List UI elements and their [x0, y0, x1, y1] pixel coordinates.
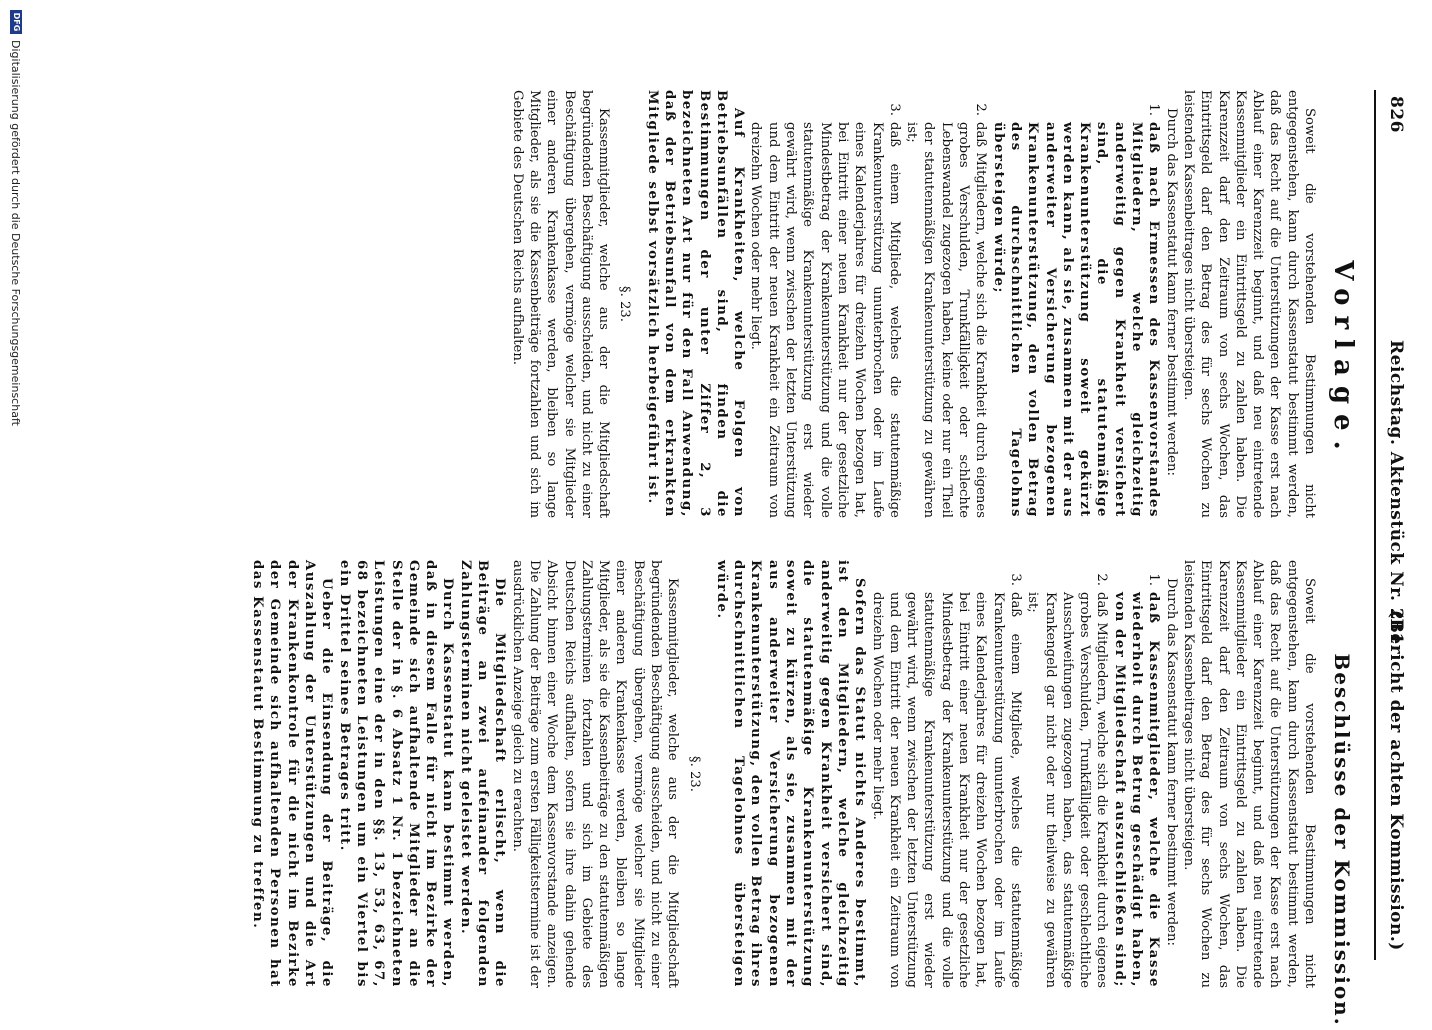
right-list-text: daß Mitgliedern, welche sich die Krankheit durch eigenes grobes Verschulden, Trunkfälligkeit oder geschlechtliche Ausschweifungen zugezogen haben, das statutenmäßige Krankengeld gar nicht oder nur theilweise zu gewähren ist; [1025, 592, 1110, 988]
left-list-text: daß Mitgliedern, welche sich die Krankheit durch eigenes grobes Verschulden, Trunkfälligkeit oder schlechte Lebenswandel zugezogen haben, keine oder nur ein Theil der statutenmäßigen Krankenunterstützung zu gewähren ist; [904, 122, 989, 518]
left-list-text: daß einem Mitgliede, welches die statutenmäßige Krankenunterstützung ununterbrochen oder im Laufe eines Kalenderjahres für dreizehn Wochen bezogen hat, bei Eintritt einer neuen Krankheit nur der gesetzliche Mindestbetrag der Krankenunterstützung und die volle statutenmäßige Krankenunterstützung erst wieder gewährt wird, wenn zwischen der letzten Unterstützung und dem Eintritt der neuen Krankheit ein Zeitraum von dreizehn Wochen oder mehr liegt. [748, 122, 902, 518]
right-paragraph: Die Mitgliedschaft erlischt, wenn die Beiträge an zwei aufeinander folgenden Zahlungsterminen nicht geleistet werden. [457, 560, 508, 988]
right-column-title: Beschlüsse der Kommission. [1330, 653, 1354, 1027]
page-header [1374, 90, 1410, 960]
right-paragraph: Ueber die Einsendung der Beiträge, die Auszahlung der Unterstützungen und die Art der Krankenkontrole für die nicht im Bezirke der Gemeinde sich aufhaltenden Personen hat das Kassenstatut Bestimmung zu treffen. [250, 560, 335, 988]
left-list-item-3: 3. daß einem Mitgliede, welches die statutenmäßige Krankenunterstützung ununterbrochen oder im Laufe eines Kalenderjahres für dreizehn Wochen bezogen hat, bei Eintritt einer neuen Krankheit nur der gesetzliche Mindestbetrag der Krankenunterstützung und die volle statutenmäßige Krankenunterstützung erst wieder gewährt wird, wenn zwischen der letzten Unterstützung und dem Eintritt der neuen Krankheit ein Zeitraum von dreizehn Wochen oder mehr liegt. [748, 103, 902, 518]
left-paragraph: Kassenmitglieder, welche aus der die Mitgliedschaft begründenden Beschäftigung ausscheiden, und nicht zu einer Beschäftigung übergehen, vermöge welcher sie Mitglieder einer anderen Krankenkasse werden, bleiben so lange Mitglieder, als sie die Kassenbeiträge fortzahlen und sich im Gebiete des Deutschen Reichs aufhalten. [509, 90, 612, 518]
left-column [508, 90, 1318, 518]
footer-credit: Digitalisierung gefördert durch die Deutsche Forschungsgemeinschaft [9, 40, 22, 426]
left-section-heading: §. 23. [617, 286, 633, 322]
right-paragraph: Durch Kassenstatut kann bestimmt werden, daß in diesem Falle für nicht im Bezirke der Gemeinde sich aufhaltende Mitglieder an die Stelle der in §. 6 Absatz 1 Nr. 1 bezeichneten Leistungen eine der in den §§. 13, 53, 63, 67, 68 bezeichneten Leistungen um ein Viertel bis ein Drittel seines Betrages tritt. [336, 560, 456, 988]
page-footer [4, 0, 24, 1000]
right-section-heading: §. 23. [686, 756, 702, 792]
left-column-title: Vorlage. [1328, 260, 1358, 460]
right-column [249, 560, 1318, 988]
right-paragraph: Soweit die vorstehenden Bestimmungen nicht entgegenstehen, kann durch Kassenstatut bestimmt werden, daß das Recht auf die Unterstützungen der Kasse erst nach Ablauf einer Karenzzeit beginnt, und daß neu eintretende Kassenmitglieder ein Eintrittsgeld zu zahlen haben. Die Karenzzeit darf den Zeitraum von sechs Wochen, das Eintrittsgeld darf den Betrag des für sechs Wochen zu leistenden Kassenbeitrages nicht übersteigen. [1180, 560, 1317, 988]
left-list-item-2: 2. daß Mitgliedern, welche sich die Krankheit durch eigenes grobes Verschulden, Trunkfälligkeit oder schlechte Lebenswandel zugezogen haben, keine oder nur ein Theil der statutenmäßigen Krankenunterstützung zu gewähren ist; [904, 103, 989, 518]
left-list-text: daß nach Ermessen des Kassenvorstandes Mitgliedern, welche gleichzeitig anderweitig gegen Krankheit versichert sind, die statutenmäßige Krankenunterstützung soweit gekürzt werden kann, als sie, zusammen mit der aus anderweiter Versicherung bezogenen Krankenunterstützung, den vollen Betrag des durchschnittlichen Tagelohns übersteigen würde; [990, 122, 1162, 518]
page-number: 826 [1386, 96, 1406, 133]
right-paragraph: Sofern das Statut nichts Anderes bestimmt, ist den Mitgliedern, welche gleichzeitig anderweitig gegen Krankheit versichert sind, die statutenmäßige Krankenunterstützung soweit zu kürzen, als sie, zusammen mit der aus anderweiter Versicherung bezogenen Krankenunterstützung, den vollen Betrag ihres durchschnittlichen Tagelohnes übersteigen würde. [713, 560, 868, 988]
left-paragraph: Auf Krankheiten, welche Folgen von Betriebsunfällen sind, finden die Bestimmungen der unter Ziffer 2, 3 bezeichneten Art nur für den Fall Anwendung, daß der Betriebsunfall von dem erkrankten Mitgliede selbst vorsätzlich herbeigeführt ist. [644, 90, 747, 518]
journal-title: Reichstag. Aktenstück Nr. 211. [1386, 340, 1406, 652]
right-list-item-3: 3. daß einem Mitgliede, welches die statutenmäßige Krankenunterstützung ununterbrochen oder im Laufe eines Kalenderjahres für dreizehn Wochen bezogen hat, bei Eintritt einer neuen Krankheit nur der gesetzliche Mindestbetrag der Krankenunterstützung und die volle statutenmäßige Krankenunterstützung erst wieder gewährt wird, wenn zwischen der letzten Unterstützung und dem Eintritt der neuen Krankheit ein Zeitraum von dreizehn Wochen oder mehr liegt. [869, 573, 1023, 988]
left-paragraph: Durch das Kassenstatut kann ferner bestimmt werden: [1163, 108, 1179, 476]
dfg-logo-icon: DFG [10, 10, 22, 34]
left-paragraph: Soweit die vorstehenden Bestimmungen nicht entgegenstehen, kann durch Kassenstatut bestimmt werden, daß das Recht auf die Unterstützungen der Kasse erst nach Ablauf einer Karenzzeit beginnt, und daß neu eintretende Kassenmitglieder ein Eintrittsgeld zu zahlen haben. Die Karenzzeit darf den Zeitraum von sechs Wochen, das Eintrittsgeld darf den Betrag des für sechs Wochen zu leistenden Kassenbeitrages nicht übersteigen. [1180, 90, 1317, 518]
report-title: (Bericht der achten Kommission.) [1386, 610, 1406, 951]
right-list-item-2: 2. daß Mitgliedern, welche sich die Krankheit durch eigenes grobes Verschulden, Trunkfälligkeit oder geschlechtliche Ausschweifungen zugezogen haben, das statutenmäßige Krankengeld gar nicht oder nur theilweise zu gewähren ist; [1025, 573, 1110, 988]
right-list-item-1: 1. daß Kassenmitglieder, welche die Kasse wiederholt durch Betrug geschädigt haben, von der Mitgliedschaft auszuschließen sind; [1111, 573, 1162, 988]
column-titles [1318, 90, 1374, 1027]
right-list-text: daß einem Mitgliede, welches die statutenmäßige Krankenunterstützung ununterbrochen oder im Laufe eines Kalenderjahres für dreizehn Wochen bezogen hat, bei Eintritt einer neuen Krankheit nur der gesetzliche Mindestbetrag der Krankenunterstützung und die volle statutenmäßige Krankenunterstützung erst wieder gewährt wird, wenn zwischen der letzten Unterstützung und dem Eintritt der neuen Krankheit ein Zeitraum von dreizehn Wochen oder mehr liegt. [869, 592, 1023, 988]
left-list-item-1: 1. daß nach Ermessen des Kassenvorstandes Mitgliedern, welche gleichzeitig anderweitig gegen Krankheit versichert sind, die statutenmäßige Krankenunterstützung soweit gekürzt werden kann, als sie, zusammen mit der aus anderweiter Versicherung bezogenen Krankenunterstützung, den vollen Betrag des durchschnittlichen Tagelohns übersteigen würde; [990, 103, 1162, 518]
right-paragraph: Kassenmitglieder, welche aus der die Mitgliedschaft begründenden Beschäftigung ausscheiden, und nicht zu einer Beschäftigung übergehen, vermöge welcher sie Mitglieder einer anderen Krankenkasse werden, bleiben so lange Mitglieder, als sie die Kassenbeiträge zu den statutenmäßigen Zahlungsterminen fortzahlen und sich im Gebiete des Deutschen Reichs aufhalten, sofern sie ihre dahin gehende Absicht binnen einer Woche dem Kassenvorstande anzeigen. Die Zahlung der Beiträge zum ersten Fälligkeitstermine ist der ausdrücklichen Anzeige gleich zu erachten. [509, 560, 681, 988]
right-list-text: daß Kassenmitglieder, welche die Kasse wiederholt durch Betrug geschädigt haben, von der Mitgliedschaft auszuschließen sind; [1111, 592, 1162, 988]
right-paragraph: Durch das Kassenstatut kann ferner bestimmt werden: [1163, 578, 1179, 946]
